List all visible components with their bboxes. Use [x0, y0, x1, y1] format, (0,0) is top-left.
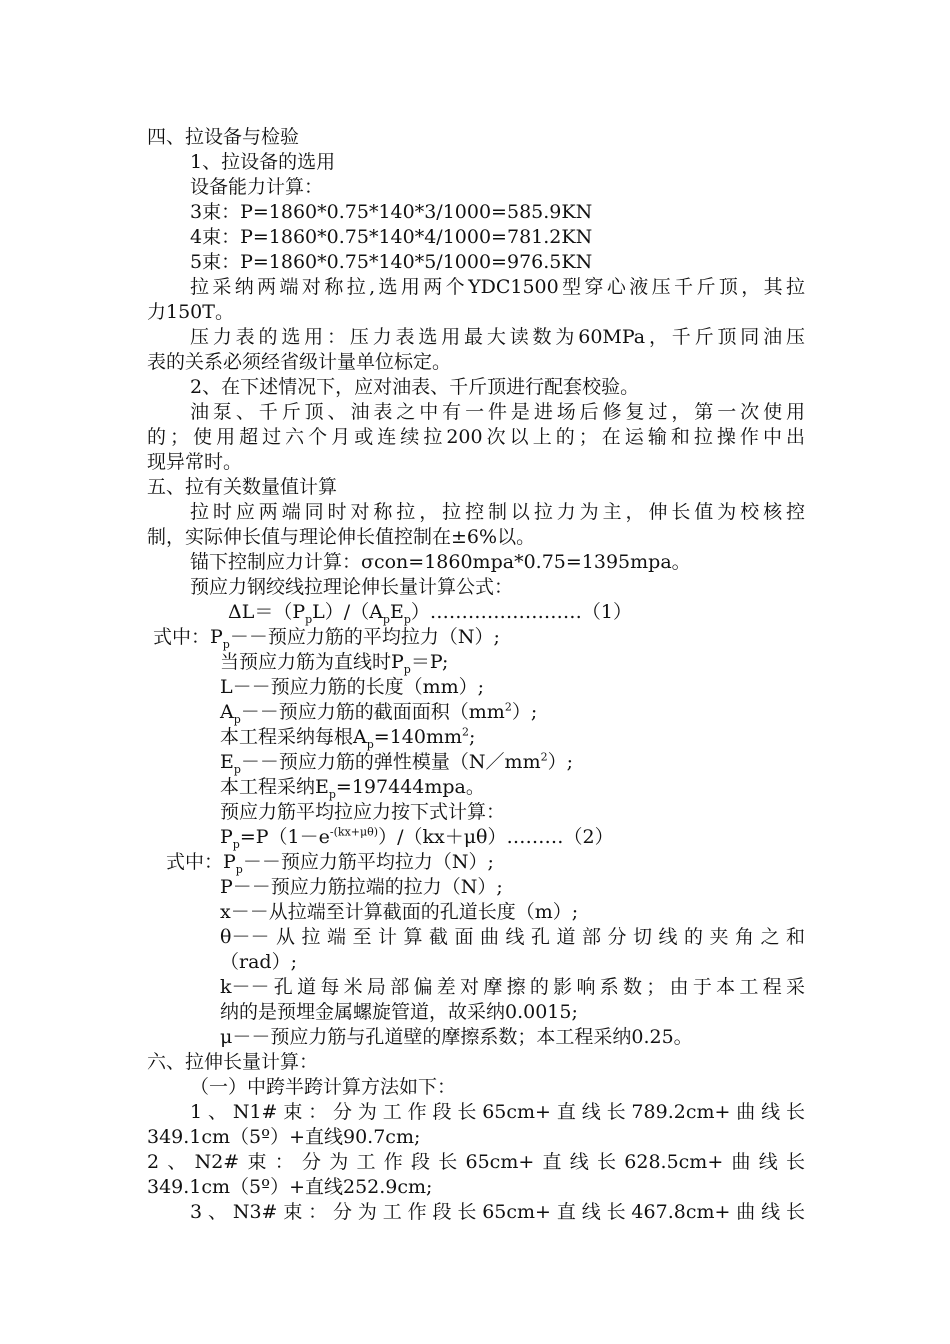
definition-text: －－预应力筋的平均拉力（N）; [229, 626, 500, 648]
definition-text: 本工程采纳每根A [220, 726, 367, 748]
text-line: 设备能力计算： [190, 176, 324, 198]
formula-2 [220, 825, 614, 850]
definition-text: ＝P; [410, 651, 449, 673]
subscript: p [403, 662, 411, 676]
definition-text: ）; [511, 701, 538, 723]
section-heading-5: 五、拉有关数量值计算 [147, 476, 338, 498]
definition-line [166, 850, 494, 875]
subsection-heading: 1、拉设备的选用 [190, 151, 336, 173]
superscript: 2 [540, 750, 548, 764]
paragraph-line: 349.1cm（5º）+直线90.7cm; [147, 1126, 421, 1148]
definition-text: =140mm [373, 726, 462, 748]
definition-text: ; [469, 726, 476, 748]
formula-2-text: =P（1－e [239, 826, 330, 848]
formula-1-e: E [389, 601, 404, 623]
formula-1-tail: ）……………………（1） [410, 601, 632, 623]
formula-1-mid: L）/（A [312, 601, 383, 623]
paragraph-line: 制，实际伸长值与理论伸长值控制在±6%以。 [147, 526, 536, 548]
paragraph-line: 1、N1#束：分为工作段长65cm+直线长789.2cm+曲线长 [190, 1101, 805, 1123]
definition-line: L－－预应力筋的长度（mm）; [220, 676, 485, 698]
formula-1 [228, 600, 632, 625]
paragraph-line: 3、N3#束：分为工作段长65cm+直线长467.8cm+曲线长 [190, 1201, 805, 1223]
subsection-heading: 2、在下述情况下，应对油表、千斤顶进行配套校验。 [190, 376, 640, 398]
subscript: p [232, 837, 240, 851]
definition-line [153, 625, 500, 650]
definition-text: A [220, 701, 234, 723]
subscript: p [233, 712, 241, 726]
paragraph-line: 现异常时。 [147, 451, 243, 473]
definition-line: （rad）; [220, 951, 297, 973]
paragraph-line: 压力表的选用：压力表选用最大读数为60MPa，千斤顶同油压 [190, 326, 805, 348]
definition-text: 式中：P [166, 851, 236, 873]
definition-line [220, 750, 573, 775]
paragraph-line: 349.1cm（5º）+直线252.9cm; [147, 1176, 433, 1198]
paragraph-line: 表的关系必须经省级计量单位标定。 [147, 351, 452, 373]
definition-text: －－预应力筋的截面面积（mm [240, 701, 505, 723]
definition-line: 预应力筋平均拉应力按下式计算： [220, 801, 506, 823]
definition-text: －－预应力筋的弹性模量（N／mm [240, 751, 541, 773]
subsection-heading: （一）中跨半跨计算方法如下： [190, 1076, 457, 1098]
superscript: 2 [504, 700, 512, 714]
definition-text: 本工程采纳E [220, 776, 329, 798]
subscript: p [235, 862, 243, 876]
subscript: p [222, 637, 230, 651]
subscript: p [305, 612, 313, 626]
definition-line [220, 650, 448, 675]
subscript: p [328, 787, 336, 801]
superscript: 2 [462, 725, 469, 739]
definition-line: x－－从拉端至计算截面的孔道长度（m）; [220, 901, 579, 923]
paragraph-line: 2、N2#束：分为工作段长65cm+直线长628.5cm+曲线长 [147, 1151, 805, 1173]
definition-text: 当预应力筋为直线时P [220, 651, 404, 673]
section-heading-4: 四、拉设备与检验 [147, 126, 300, 148]
formula-1-lhs: ΔL＝（P [228, 601, 306, 623]
paragraph-line: 拉采纳两端对称拉,选用两个YDC1500型穿心液压千斤顶，其拉 [190, 276, 805, 298]
superscript: -(kx+μθ) [329, 825, 379, 839]
calc-line: 5束：P=1860*0.75*140*5/1000=976.5KN [190, 251, 593, 273]
definition-line: θ－－从拉端至计算截面曲线孔道部分切线的夹角之和 [220, 926, 805, 948]
formula-2-text: ）/（kx＋μθ）………（2） [378, 826, 614, 848]
calc-line: 4束：P=1860*0.75*140*4/1000=781.2KN [190, 226, 593, 248]
subscript: p [382, 612, 390, 626]
paragraph-line: 油泵、千斤顶、油表之中有一件是进场后修复过，第一次使用 [190, 401, 805, 423]
definition-line: 纳的是预埋金属螺旋管道，故采纳0.0015; [220, 1001, 578, 1023]
definition-text: E [220, 751, 234, 773]
paragraph-line: 预应力钢绞线拉理论伸长量计算公式： [190, 576, 514, 598]
definition-text: ）; [547, 751, 573, 773]
paragraph-line: 拉时应两端同时对称拉，拉控制以拉力为主，伸长值为校核控 [190, 501, 805, 523]
paragraph-line: 力150T。 [147, 301, 234, 323]
subscript: p [403, 612, 411, 626]
definition-line: k－－孔道每米局部偏差对摩擦的影响系数；由于本工程采 [220, 976, 805, 998]
definition-line [220, 725, 475, 750]
calc-line: 3束：P=1860*0.75*140*3/1000=585.9KN [190, 201, 593, 223]
formula-2-text: P [220, 826, 233, 848]
definition-line: μ－－预应力筋与孔道壁的摩擦系数；本工程采纳0.25。 [220, 1026, 693, 1048]
subscript: p [233, 762, 241, 776]
definition-line [220, 700, 537, 725]
definition-text: －－预应力筋平均拉力（N）; [242, 851, 494, 873]
subscript: p [366, 737, 374, 751]
definition-line: P－－预应力筋拉端的拉力（N）; [220, 876, 503, 898]
paragraph-line: 锚下控制应力计算：σcon=1860mpa*0.75=1395mpa。 [190, 551, 691, 573]
definition-text: =197444mpa。 [335, 776, 485, 798]
definition-text: 式中：P [153, 626, 223, 648]
paragraph-line: 的；使用超过六个月或连续拉200次以上的；在运输和拉操作中出 [147, 426, 805, 448]
section-heading-6: 六、拉伸长量计算： [147, 1051, 319, 1073]
definition-line [220, 775, 485, 800]
